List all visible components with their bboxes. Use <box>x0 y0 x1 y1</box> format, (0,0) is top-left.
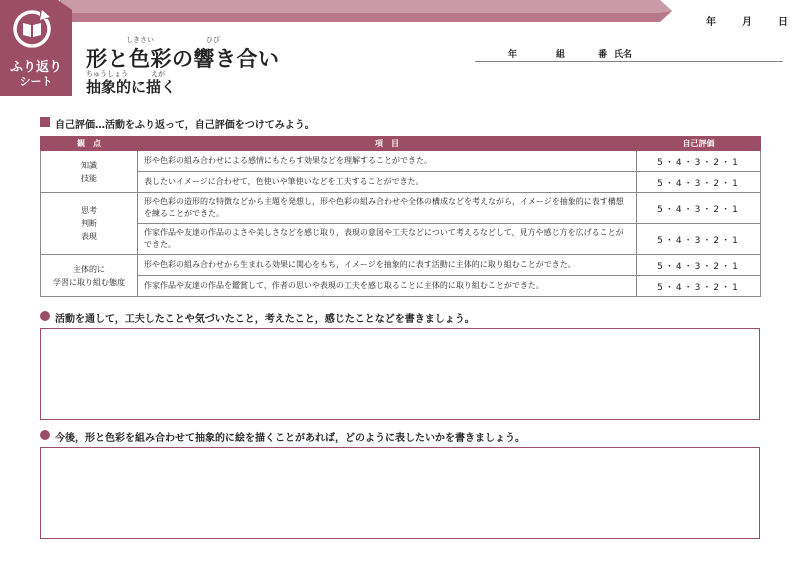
table-row <box>41 151 761 172</box>
item-text: 作家作品や友達の作品を鑑賞して，作者の思いや表現の工夫を感じ取ることに主体的に取り組むことができた。 <box>138 276 637 297</box>
reflection-prompt: 活動を通して，工夫したことや気づいたこと，考えたこと，感じたことなどを書きましょう。 <box>55 314 475 325</box>
future-plan-answer-box[interactable] <box>40 447 760 539</box>
item-text: 作家作品や友達の作品のよさや美しさなどを感じ取り，表現の意図や工夫などについて考えるなどして，見方や感じ方を広げることができた。 <box>138 224 637 255</box>
item-text: 形や色彩の造形的な特徴などから主題を発想し，形や色彩の組み合わせや全体の構成などを考えながら，イメージを抽象的に表す構想を練ることができた。 <box>138 193 637 224</box>
bullet-dot <box>40 311 50 321</box>
table-row <box>41 276 761 297</box>
student-name-label: 氏名 <box>614 50 633 60</box>
viewpoint-attitude: 主体的に 学習に取り組む態度 <box>41 255 138 297</box>
date-fields <box>700 13 795 27</box>
header-rating: 自己評価 <box>637 137 761 151</box>
future-plan-prompt: 今後，形と色彩を組み合わせて抽象的に絵を描くことがあれば，どのように表したいかを書きましょう。 <box>55 433 525 444</box>
table-row <box>41 224 761 255</box>
student-info-underline <box>475 61 783 62</box>
title-ruby-hibi: ひび <box>206 36 220 44</box>
date-year-label: 年 <box>706 17 716 28</box>
table-row <box>41 193 761 224</box>
reflection-answer-box[interactable] <box>40 328 760 420</box>
header-band <box>0 0 800 23</box>
badge-sublabel: シート <box>19 75 53 88</box>
subtitle-ruby-chushou: ちゅうしょう <box>86 70 128 78</box>
book-refresh-icon <box>12 9 52 49</box>
self-evaluation-table <box>40 136 761 297</box>
date-day-label: 日 <box>778 17 788 28</box>
page-subtitle: 抽象的に描く <box>86 78 177 96</box>
table-row <box>41 172 761 193</box>
section-marker-square <box>40 117 50 127</box>
viewpoint-knowledge: 知識 技能 <box>41 151 138 193</box>
rating-scale[interactable]: 5・4・3・2・1 <box>637 193 761 224</box>
rating-scale[interactable]: 5・4・3・2・1 <box>637 172 761 193</box>
student-number-label: 番 <box>598 50 608 60</box>
page-title: 形と色彩の響き合い <box>86 47 280 71</box>
rating-scale[interactable]: 5・4・3・2・1 <box>637 255 761 276</box>
header-viewpoint: 観 点 <box>41 137 138 151</box>
student-class-label: 組 <box>556 50 566 60</box>
rating-scale[interactable]: 5・4・3・2・1 <box>637 224 761 255</box>
rating-scale[interactable]: 5・4・3・2・1 <box>637 151 761 172</box>
rating-scale[interactable]: 5・4・3・2・1 <box>637 276 761 297</box>
viewpoint-thinking: 思考 判断 表現 <box>41 193 138 255</box>
header-item: 項 目 <box>138 137 637 151</box>
subtitle-ruby-ega: えが <box>151 70 165 78</box>
table-row <box>41 255 761 276</box>
student-year-label: 年 <box>508 50 518 60</box>
item-text: 形や色彩の組み合わせから生まれる効果に関心をもち，イメージを抽象的に表す活動に主体的に取り組むことができた。 <box>138 255 637 276</box>
self-evaluation-heading: 自己評価…活動をふり返って，自己評価をつけてみよう。 <box>55 120 315 131</box>
item-text: 形や色彩の組み合わせによる感情にもたらす効果などを理解することができた。 <box>138 151 637 172</box>
title-ruby-shikisai: しきさい <box>126 36 154 44</box>
bullet-dot <box>40 430 50 440</box>
date-month-label: 月 <box>742 17 752 28</box>
item-text: 表したいイメージに合わせて，色使いや筆使いなどを工夫することができた。 <box>138 172 637 193</box>
badge-label: ふり返り <box>9 60 62 75</box>
